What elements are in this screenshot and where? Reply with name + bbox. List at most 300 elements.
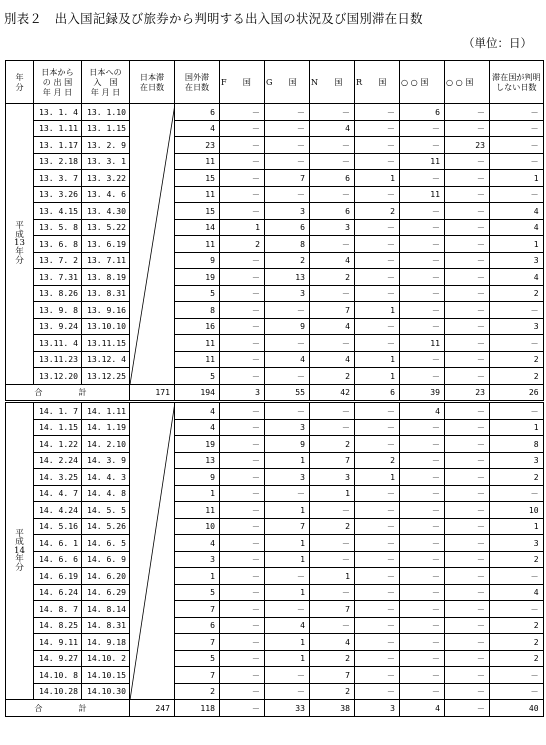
country-masked-2-cell: －: [445, 436, 490, 453]
unknown-days-cell: 4: [490, 203, 544, 220]
country-g-cell: －: [265, 186, 310, 203]
country-masked-1-cell: －: [400, 535, 445, 552]
table-row: [6, 485, 544, 502]
departure-date-cell: 13. 8.26: [34, 285, 82, 302]
entry-date-cell: 13.12. 4: [82, 351, 130, 368]
country-n-cell: 4: [310, 318, 355, 335]
abroad-days-cell: 7: [175, 667, 220, 684]
unknown-days-cell: －: [490, 302, 544, 319]
abroad-days-cell: 23: [175, 137, 220, 154]
departure-date-cell: 14. 4. 7: [34, 485, 82, 502]
country-masked-2-cell: －: [445, 318, 490, 335]
country-r-cell: －: [355, 568, 400, 585]
unknown-days-cell: －: [490, 568, 544, 585]
abroad-days-cell: 3: [175, 551, 220, 568]
country-g-cell: 4: [265, 617, 310, 634]
country-masked-2-cell: －: [445, 368, 490, 385]
total-country-masked-2: 23: [445, 384, 490, 402]
country-masked-2-cell: －: [445, 351, 490, 368]
country-g-cell: －: [265, 120, 310, 137]
country-g-cell: －: [265, 137, 310, 154]
japan-days-cell: [130, 368, 175, 385]
country-g-cell: 9: [265, 436, 310, 453]
table-row: [6, 535, 544, 552]
departure-date-cell: 14. 4.24: [34, 502, 82, 519]
country-r-cell: －: [355, 318, 400, 335]
country-n-cell: 4: [310, 252, 355, 269]
country-masked-1-cell: －: [400, 502, 445, 519]
country-n-cell: －: [310, 584, 355, 601]
country-r-cell: －: [355, 335, 400, 352]
country-masked-2-cell: －: [445, 469, 490, 486]
country-masked-1-cell: 6: [400, 104, 445, 121]
country-masked-1-cell: －: [400, 219, 445, 236]
abroad-days-cell: 15: [175, 170, 220, 187]
country-masked-1-cell: 11: [400, 186, 445, 203]
country-n-cell: －: [310, 535, 355, 552]
country-masked-2-cell: －: [445, 153, 490, 170]
country-r-cell: －: [355, 667, 400, 684]
country-masked-2-cell: －: [445, 551, 490, 568]
total-country-r: 6: [355, 384, 400, 402]
table-row: [6, 551, 544, 568]
country-masked-2-cell: －: [445, 203, 490, 220]
country-masked-1-cell: －: [400, 351, 445, 368]
entry-date-cell: 14. 8.31: [82, 617, 130, 634]
table-row: [6, 104, 544, 121]
departure-date-cell: 14.10. 8: [34, 667, 82, 684]
departure-date-cell: 14. 2.24: [34, 452, 82, 469]
entry-date-cell: 14. 6.29: [82, 584, 130, 601]
unknown-days-cell: 1: [490, 236, 544, 253]
abroad-days-cell: 7: [175, 634, 220, 651]
table-row: [6, 351, 544, 368]
abroad-days-cell: 11: [175, 236, 220, 253]
country-f-cell: －: [220, 120, 265, 137]
country-n-cell: －: [310, 617, 355, 634]
unknown-days-cell: 2: [490, 368, 544, 385]
unknown-days-cell: 2: [490, 551, 544, 568]
country-n-cell: －: [310, 104, 355, 121]
table-row: [6, 137, 544, 154]
country-masked-2-cell: －: [445, 219, 490, 236]
country-masked-2-cell: －: [445, 170, 490, 187]
japan-days-cell: [130, 502, 175, 519]
country-masked-1-cell: －: [400, 584, 445, 601]
country-f-cell: －: [220, 535, 265, 552]
abroad-days-cell: 4: [175, 419, 220, 436]
unknown-days-cell: 4: [490, 219, 544, 236]
total-abroad-days: 194: [175, 384, 220, 402]
table-row: [6, 452, 544, 469]
country-f-cell: －: [220, 683, 265, 700]
japan-days-cell: [130, 518, 175, 535]
japan-days-cell: [130, 335, 175, 352]
departure-date-cell: 13. 7.31: [34, 269, 82, 286]
country-g-cell: 13: [265, 269, 310, 286]
header-country-masked-1: ○ ○ 国: [400, 61, 445, 104]
entry-date-cell: 13. 4. 6: [82, 186, 130, 203]
departure-date-cell: 14. 5.16: [34, 518, 82, 535]
country-r-cell: －: [355, 584, 400, 601]
japan-days-cell: [130, 203, 175, 220]
country-f-cell: －: [220, 203, 265, 220]
country-f-cell: －: [220, 104, 265, 121]
japan-days-cell: [130, 285, 175, 302]
japan-days-cell: [130, 584, 175, 601]
japan-days-cell: [130, 617, 175, 634]
entry-date-cell: 14. 4. 8: [82, 485, 130, 502]
country-masked-2-cell: －: [445, 402, 490, 420]
table-row: [6, 469, 544, 486]
table-row: [6, 236, 544, 253]
entry-date-cell: 13.10.10: [82, 318, 130, 335]
country-f-cell: －: [220, 518, 265, 535]
country-masked-2-cell: －: [445, 285, 490, 302]
country-n-cell: 4: [310, 120, 355, 137]
country-masked-2-cell: －: [445, 252, 490, 269]
country-g-cell: 6: [265, 219, 310, 236]
total-country-g: 55: [265, 384, 310, 402]
departure-date-cell: 14. 1.22: [34, 436, 82, 453]
entry-date-cell: 13. 3.22: [82, 170, 130, 187]
country-masked-1-cell: －: [400, 601, 445, 618]
country-f-cell: －: [220, 252, 265, 269]
departure-date-cell: 14. 9.11: [34, 634, 82, 651]
header-country-r: R 国: [355, 61, 400, 104]
unknown-days-cell: －: [490, 601, 544, 618]
unknown-days-cell: 1: [490, 518, 544, 535]
japan-days-cell: [130, 302, 175, 319]
country-g-cell: 3: [265, 203, 310, 220]
country-masked-2-cell: －: [445, 236, 490, 253]
abroad-days-cell: 19: [175, 269, 220, 286]
country-masked-1-cell: －: [400, 368, 445, 385]
departure-date-cell: 13. 9. 8: [34, 302, 82, 319]
country-masked-1-cell: 11: [400, 153, 445, 170]
table-row: [6, 683, 544, 700]
country-n-cell: －: [310, 137, 355, 154]
abroad-days-cell: 16: [175, 318, 220, 335]
unknown-days-cell: 2: [490, 617, 544, 634]
country-f-cell: －: [220, 269, 265, 286]
country-g-cell: 3: [265, 285, 310, 302]
table-row: [6, 285, 544, 302]
total-country-masked-1: 39: [400, 384, 445, 402]
header-japan-days: 日本滞 在日数: [130, 61, 175, 104]
country-g-cell: 1: [265, 634, 310, 651]
departure-date-cell: 13. 6. 8: [34, 236, 82, 253]
country-masked-2-cell: －: [445, 302, 490, 319]
header-row: [6, 61, 544, 104]
unknown-days-cell: 3: [490, 252, 544, 269]
japan-days-cell: [130, 120, 175, 137]
country-f-cell: －: [220, 302, 265, 319]
abroad-days-cell: 14: [175, 219, 220, 236]
country-masked-2-cell: －: [445, 518, 490, 535]
country-r-cell: －: [355, 436, 400, 453]
departure-date-cell: 13. 1. 4: [34, 104, 82, 121]
abroad-days-cell: 8: [175, 302, 220, 319]
unknown-days-cell: 1: [490, 419, 544, 436]
departure-date-cell: 14.10.28: [34, 683, 82, 700]
country-f-cell: －: [220, 551, 265, 568]
country-masked-1-cell: －: [400, 667, 445, 684]
japan-days-cell: [130, 436, 175, 453]
entry-date-cell: 13. 7.11: [82, 252, 130, 269]
header-abroad-days: 国外滞 在日数: [175, 61, 220, 104]
country-r-cell: －: [355, 650, 400, 667]
departure-date-cell: 14. 6.19: [34, 568, 82, 585]
japan-days-cell: [130, 650, 175, 667]
country-r-cell: －: [355, 219, 400, 236]
country-g-cell: －: [265, 368, 310, 385]
abroad-days-cell: 5: [175, 368, 220, 385]
country-masked-2-cell: －: [445, 120, 490, 137]
departure-date-cell: 14. 1.15: [34, 419, 82, 436]
country-g-cell: 3: [265, 469, 310, 486]
country-masked-2-cell: －: [445, 568, 490, 585]
country-g-cell: －: [265, 302, 310, 319]
country-r-cell: －: [355, 285, 400, 302]
country-f-cell: －: [220, 634, 265, 651]
total-row: [6, 700, 544, 717]
total-abroad-days: 118: [175, 700, 220, 717]
unknown-days-cell: －: [490, 335, 544, 352]
departure-date-cell: 13. 4.15: [34, 203, 82, 220]
abroad-days-cell: 5: [175, 584, 220, 601]
departure-date-cell: 13. 1.11: [34, 120, 82, 137]
country-r-cell: －: [355, 137, 400, 154]
country-n-cell: －: [310, 236, 355, 253]
header-departure-date: 日本から の 出 国 年 月 日: [34, 61, 82, 104]
entry-date-cell: 14. 5.26: [82, 518, 130, 535]
japan-days-cell: [130, 351, 175, 368]
country-f-cell: －: [220, 402, 265, 420]
country-g-cell: －: [265, 153, 310, 170]
japan-days-cell: [130, 402, 175, 420]
country-g-cell: 1: [265, 452, 310, 469]
country-n-cell: －: [310, 335, 355, 352]
abroad-days-cell: 10: [175, 518, 220, 535]
unknown-days-cell: －: [490, 120, 544, 137]
country-f-cell: －: [220, 351, 265, 368]
country-masked-2-cell: －: [445, 584, 490, 601]
country-n-cell: 4: [310, 634, 355, 651]
country-f-cell: －: [220, 667, 265, 684]
table-row: [6, 634, 544, 651]
header-country-f: F 国: [220, 61, 265, 104]
unknown-days-cell: －: [490, 667, 544, 684]
total-country-masked-2: －: [445, 700, 490, 717]
country-masked-1-cell: －: [400, 485, 445, 502]
table-row: [6, 219, 544, 236]
departure-date-cell: 13.11.23: [34, 351, 82, 368]
country-n-cell: 3: [310, 219, 355, 236]
abroad-days-cell: 11: [175, 351, 220, 368]
table-row: [6, 203, 544, 220]
table-row: [6, 120, 544, 137]
total-japan-days: 171: [130, 384, 175, 402]
entry-date-cell: 14. 8.14: [82, 601, 130, 618]
table-row: [6, 436, 544, 453]
country-masked-1-cell: －: [400, 436, 445, 453]
japan-days-cell: [130, 419, 175, 436]
country-g-cell: 1: [265, 502, 310, 519]
table-row: [6, 269, 544, 286]
country-r-cell: 2: [355, 203, 400, 220]
country-n-cell: －: [310, 551, 355, 568]
table-row: [6, 568, 544, 585]
country-masked-2-cell: －: [445, 452, 490, 469]
abroad-days-cell: 11: [175, 186, 220, 203]
country-n-cell: －: [310, 419, 355, 436]
country-masked-2-cell: －: [445, 535, 490, 552]
abroad-days-cell: 2: [175, 683, 220, 700]
country-n-cell: 2: [310, 436, 355, 453]
country-masked-1-cell: －: [400, 634, 445, 651]
entry-date-cell: 13. 3. 1: [82, 153, 130, 170]
departure-date-cell: 13. 3.26: [34, 186, 82, 203]
country-masked-1-cell: －: [400, 318, 445, 335]
country-masked-2-cell: －: [445, 667, 490, 684]
table-row: [6, 252, 544, 269]
country-masked-2-cell: －: [445, 419, 490, 436]
country-r-cell: －: [355, 617, 400, 634]
japan-days-cell: [130, 252, 175, 269]
country-masked-2-cell: －: [445, 683, 490, 700]
unit-label: （単位：日）: [463, 36, 532, 50]
departure-date-cell: 14. 1. 7: [34, 402, 82, 420]
country-g-cell: －: [265, 683, 310, 700]
country-n-cell: 6: [310, 170, 355, 187]
country-n-cell: 1: [310, 568, 355, 585]
abroad-days-cell: 4: [175, 120, 220, 137]
country-f-cell: －: [220, 419, 265, 436]
country-n-cell: 7: [310, 452, 355, 469]
japan-days-cell: [130, 551, 175, 568]
unknown-days-cell: 2: [490, 285, 544, 302]
total-country-f: 3: [220, 384, 265, 402]
era-label: 平 成 13 年 分: [6, 104, 34, 385]
country-n-cell: 7: [310, 302, 355, 319]
country-f-cell: 1: [220, 219, 265, 236]
abroad-days-cell: 11: [175, 335, 220, 352]
entry-date-cell: 13.12.25: [82, 368, 130, 385]
table-row: [6, 186, 544, 203]
abroad-days-cell: 15: [175, 203, 220, 220]
entry-date-cell: 13. 1.15: [82, 120, 130, 137]
country-f-cell: －: [220, 568, 265, 585]
entry-date-cell: 13. 8.31: [82, 285, 130, 302]
country-r-cell: 1: [355, 351, 400, 368]
country-r-cell: －: [355, 518, 400, 535]
abroad-days-cell: 5: [175, 285, 220, 302]
country-n-cell: －: [310, 502, 355, 519]
japan-days-cell: [130, 535, 175, 552]
unknown-days-cell: 8: [490, 436, 544, 453]
country-r-cell: －: [355, 502, 400, 519]
country-n-cell: 2: [310, 269, 355, 286]
country-masked-1-cell: －: [400, 252, 445, 269]
entry-date-cell: 13. 6.19: [82, 236, 130, 253]
country-masked-2-cell: －: [445, 186, 490, 203]
country-f-cell: －: [220, 485, 265, 502]
japan-days-cell: [130, 452, 175, 469]
japan-days-cell: [130, 634, 175, 651]
unknown-days-cell: －: [490, 104, 544, 121]
total-country-n: 42: [310, 384, 355, 402]
country-f-cell: －: [220, 436, 265, 453]
departure-date-cell: 13. 1.17: [34, 137, 82, 154]
country-n-cell: 1: [310, 485, 355, 502]
country-masked-1-cell: －: [400, 236, 445, 253]
country-g-cell: 1: [265, 650, 310, 667]
header-era: 年 分: [6, 61, 34, 104]
country-masked-1-cell: －: [400, 203, 445, 220]
entry-date-cell: 14. 6. 5: [82, 535, 130, 552]
country-f-cell: －: [220, 170, 265, 187]
country-n-cell: 4: [310, 351, 355, 368]
abroad-days-cell: 1: [175, 485, 220, 502]
abroad-days-cell: 11: [175, 502, 220, 519]
country-g-cell: 1: [265, 584, 310, 601]
country-g-cell: 8: [265, 236, 310, 253]
header-country-g: G 国: [265, 61, 310, 104]
country-f-cell: －: [220, 137, 265, 154]
country-masked-2-cell: －: [445, 269, 490, 286]
country-n-cell: 2: [310, 683, 355, 700]
country-masked-1-cell: －: [400, 137, 445, 154]
country-n-cell: －: [310, 153, 355, 170]
total-country-f: －: [220, 700, 265, 717]
unknown-days-cell: －: [490, 153, 544, 170]
country-r-cell: －: [355, 535, 400, 552]
country-r-cell: 1: [355, 469, 400, 486]
japan-days-cell: [130, 236, 175, 253]
japan-days-cell: [130, 469, 175, 486]
country-r-cell: －: [355, 683, 400, 700]
entry-date-cell: 14. 3. 9: [82, 452, 130, 469]
country-g-cell: －: [265, 601, 310, 618]
unknown-days-cell: 3: [490, 452, 544, 469]
total-row: [6, 384, 544, 402]
country-f-cell: －: [220, 285, 265, 302]
abroad-days-cell: 6: [175, 617, 220, 634]
country-f-cell: －: [220, 650, 265, 667]
departure-date-cell: 14. 6. 6: [34, 551, 82, 568]
country-f-cell: －: [220, 186, 265, 203]
departure-date-cell: 14. 6.24: [34, 584, 82, 601]
country-masked-1-cell: 11: [400, 335, 445, 352]
country-g-cell: 4: [265, 351, 310, 368]
country-n-cell: 2: [310, 650, 355, 667]
country-r-cell: －: [355, 269, 400, 286]
country-f-cell: －: [220, 584, 265, 601]
country-f-cell: －: [220, 335, 265, 352]
abroad-days-cell: 6: [175, 104, 220, 121]
japan-days-cell: [130, 601, 175, 618]
abroad-days-cell: 13: [175, 452, 220, 469]
country-g-cell: －: [265, 104, 310, 121]
total-japan-days: 247: [130, 700, 175, 717]
country-masked-1-cell: －: [400, 120, 445, 137]
departure-date-cell: 14. 9.27: [34, 650, 82, 667]
abroad-days-cell: 9: [175, 252, 220, 269]
unknown-days-cell: －: [490, 683, 544, 700]
entry-date-cell: 14. 6. 9: [82, 551, 130, 568]
country-masked-1-cell: －: [400, 285, 445, 302]
